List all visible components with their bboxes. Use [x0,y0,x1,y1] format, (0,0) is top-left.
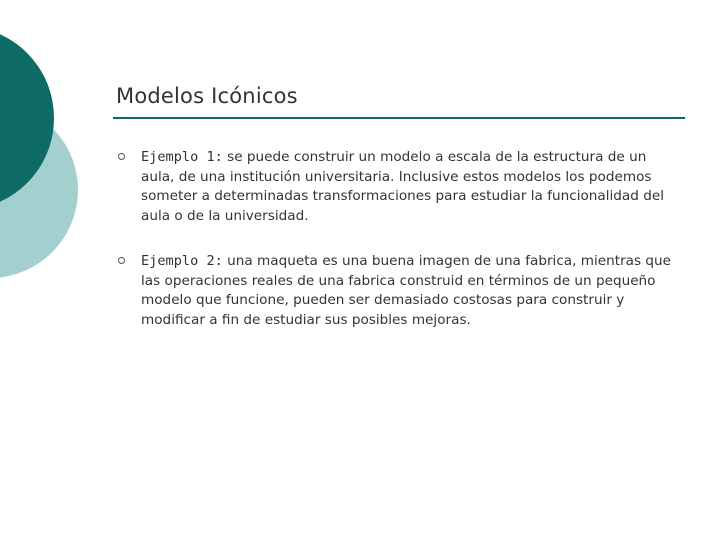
decorative-circles [0,0,120,300]
bullet-item-example-2 [116,252,676,330]
bullet-circle-icon [118,153,125,160]
bullet-list [116,148,676,356]
bullet-text: se puede construir un modelo a escala de la estructura de un aula, de una institución universitaria. Inclusive estos modelos los podemos someter a determinadas transformaciones para estudiar la funcionalidad del aula o de la universidad. [141,149,664,224]
title-underline [113,117,685,119]
bullet-item-example-1 [116,148,676,226]
bullet-heading: Ejemplo 1: [141,149,223,165]
bullet-heading: Ejemplo 2: [141,253,223,269]
bullet-circle-icon [118,257,125,264]
bullet-text: una maqueta es una buena imagen de una fabrica, mientras que las operaciones reales de una fabrica construid en términos de un pequeño modelo que funcione, pueden ser demasiado costosas para construir y modificar a fin de estudiar sus posibles mejoras. [141,253,672,328]
slide-title: Modelos Icónicos [116,84,298,108]
